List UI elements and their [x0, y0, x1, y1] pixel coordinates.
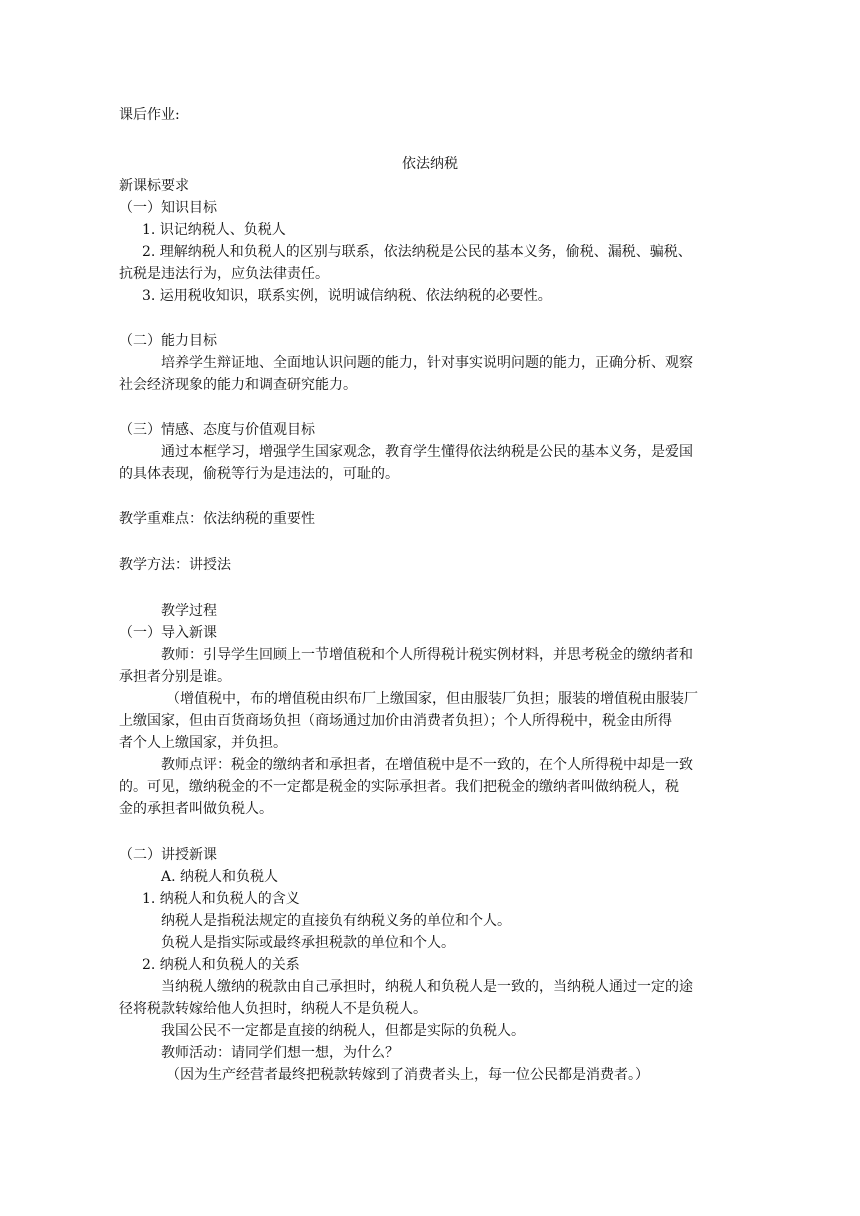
knowledge-item: 2. 理解纳税人和负税人的区别与联系，依法纳税是公民的基本义务，偷税、漏税、骗税、 [142, 244, 692, 260]
homework-label: 课后作业: [119, 107, 180, 123]
intro-line: 上缴国家，但由百货商场负担（商场通过加价由消费者负担）；个人所得税中，税金由所得 [119, 713, 672, 729]
knowledge-item: 抗税是违法行为，应负法律责任。 [119, 266, 329, 282]
lecture-line: 径将税款转嫁给他人负担时，纳税人不是负税人。 [119, 1001, 427, 1017]
teaching-method: 教学方法：讲授法 [119, 557, 231, 573]
lecture-line: 我国公民不一定都是直接的纳税人，但都是实际的负税人。 [161, 1023, 525, 1039]
knowledge-item: 3. 运用税收知识，联系实例，说明诚信纳税、依法纳税的必要性。 [142, 288, 552, 304]
emotion-line: 通过本框学习，增强学生国家观念，教育学生懂得依法纳税是公民的基本义务，是爱国 [161, 444, 693, 460]
knowledge-item: 1. 识记纳税人、负税人 [142, 222, 286, 238]
lecture-line: A. 纳税人和负税人 [161, 869, 279, 885]
ability-line: 社会经济现象的能力和调查研究能力。 [119, 377, 357, 393]
intro-line: 教师点评：税金的缴纳者和承担者，在增值税中是不一致的，在个人所得税中却是一致 [161, 757, 693, 773]
knowledge-heading: （一）知识目标 [119, 200, 217, 216]
key-point: 教学重难点：依法纳税的重要性 [119, 511, 315, 527]
lecture-heading: （二）讲授新课 [119, 847, 217, 863]
lecture-line: 负税人是指实际或最终承担税款的单位和个人。 [161, 935, 455, 951]
lecture-line: 纳税人是指税法规定的直接负有纳税义务的单位和个人。 [161, 913, 511, 929]
process-heading: 教学过程 [161, 603, 217, 619]
lecture-line: 2. 纳税人和负税人的关系 [142, 957, 300, 973]
intro-line: 承担者分别是谁。 [119, 669, 231, 685]
lecture-line: 教师活动：请同学们想一想，为什么？ [161, 1045, 399, 1061]
emotion-heading: （三）情感、态度与价值观目标 [119, 422, 315, 438]
intro-line: 的。可见，缴纳税金的不一定都是税金的实际承担者。我们把税金的缴纳者叫做纳税人，税 [119, 779, 679, 795]
intro-line: （增值税中，布的增值税由织布厂上缴国家，但由服装厂负担；服装的增值税由服装厂 [166, 691, 698, 707]
ability-heading: （二）能力目标 [119, 333, 217, 349]
lecture-line: （因为生产经营者最终把税款转嫁到了消费者头上，每一位公民都是消费者。） [166, 1067, 649, 1083]
document-title: 依法纳税 [402, 156, 458, 172]
lecture-line: 当纳税人缴纳的税款由自己承担时，纳税人和负税人是一致的，当纳税人通过一定的途 [161, 979, 693, 995]
intro-line: 教师：引导学生回顾上一节增值税和个人所得税计税实例材料，并思考税金的缴纳者和 [161, 647, 693, 663]
lecture-line: 1. 纳税人和负税人的含义 [142, 891, 300, 907]
emotion-line: 的具体表现，偷税等行为是违法的，可耻的。 [119, 466, 399, 482]
intro-line: 者个人上缴国家，并负担。 [119, 735, 287, 751]
intro-heading: （一）导入新课 [119, 625, 217, 641]
ability-line: 培养学生辩证地、全面地认识问题的能力，针对事实说明问题的能力，正确分析、观察 [161, 355, 693, 371]
standards-heading: 新课标要求 [119, 178, 189, 194]
intro-line: 金的承担者叫做负税人。 [119, 801, 273, 817]
